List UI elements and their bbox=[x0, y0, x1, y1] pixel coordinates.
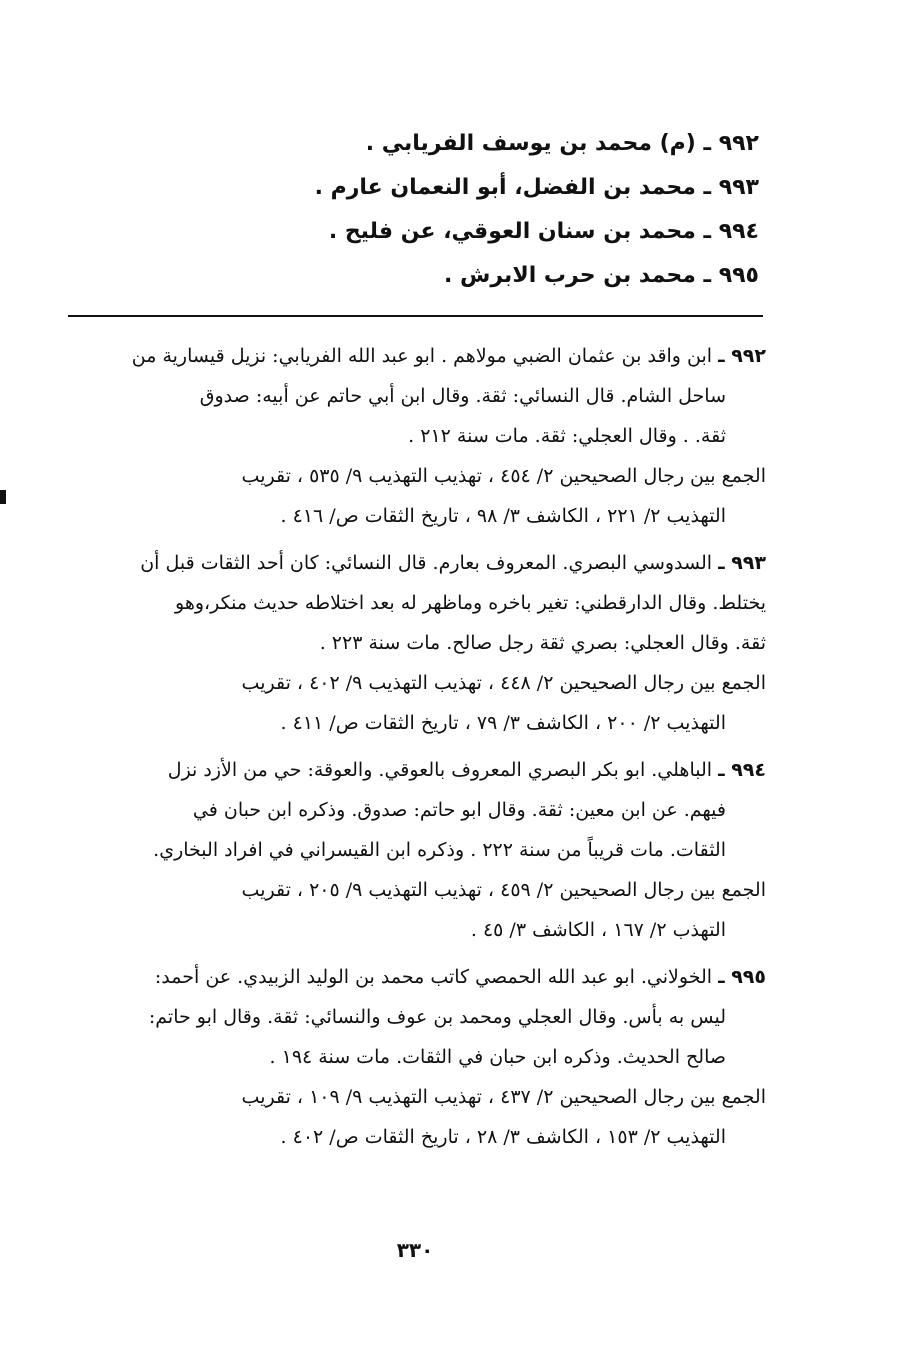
entries-list bbox=[199, 122, 759, 298]
footnote-number: ٩٩٣ ـ bbox=[718, 552, 766, 574]
footnote-text: الخولاني. ابو عبد الله الحمصي كاتب محمد بن الوليد الزبيدي. عن أحمد: bbox=[154, 966, 713, 988]
footnote-divider bbox=[68, 315, 763, 317]
footnote-reference-line: الجمع بين رجال الصحيحين ٢/ ٤٥٩ ، تهذيب التهذيب ٩/ ٢٠٥ ، تقريب bbox=[241, 879, 766, 901]
footnote-reference-line: التهذيب ٢/ ١٥٣ ، الكاشف ٣/ ٢٨ ، تاريخ الثقات ص/ ٤٠٢ . bbox=[280, 1126, 726, 1148]
margin-mark bbox=[0, 490, 6, 504]
footnote-text: الباهلي. ابو بكر البصري المعروف بالعوقي. والعوقة: حي من الأزد نزل bbox=[167, 759, 713, 781]
footnote-line: ثقة. . وقال العجلي: ثقة. مات سنة ٢١٢ . bbox=[408, 425, 726, 447]
footnote-line: يختلط. وقال الدارقطني: تغير باخره وماظهر له بعد اختلاطه حديث منكر،وهو bbox=[175, 592, 766, 614]
footnote-line: فيهم. عن ابن معين: ثقة. وقال ابو حاتم: صدوق. وذكره ابن حبان في bbox=[192, 799, 726, 821]
footnote-text: السدوسي البصري. المعروف بعارم. قال النسائي: كان أحد الثقات قبل أن bbox=[140, 552, 713, 574]
footnote-reference-line: التهذيب ٢/ ٢٠٠ ، الكاشف ٣/ ٧٩ ، تاريخ الثقات ص/ ٤١١ . bbox=[280, 712, 726, 734]
footnote bbox=[76, 336, 766, 536]
footnote bbox=[76, 750, 766, 950]
footnote bbox=[76, 543, 766, 743]
footnote-reference-line: الجمع بين رجال الصحيحين ٢/ ٤٤٨ ، تهذيب التهذيب ٩/ ٤٠٢ ، تقريب bbox=[241, 672, 766, 694]
footnote-reference-line: التهذب ٢/ ١٦٧ ، الكاشف ٣/ ٤٥ . bbox=[470, 919, 726, 941]
footnote-first-line bbox=[76, 957, 766, 997]
footnote-line: ثقة. وقال العجلي: بصري ثقة رجل صالح. مات سنة ٢٢٣ . bbox=[319, 632, 766, 654]
footnote-reference-line: التهذيب ٢/ ٢٢١ ، الكاشف ٣/ ٩٨ ، تاريخ الثقات ص/ ٤١٦ . bbox=[280, 505, 726, 527]
footnote-first-line bbox=[76, 543, 766, 583]
footnotes bbox=[76, 336, 766, 1164]
footnote-number: ٩٩٢ ـ bbox=[718, 345, 766, 367]
footnote-line: ليس به بأس. وقال العجلي ومحمد بن عوف والنسائي: ثقة. وقال ابو حاتم: bbox=[148, 1006, 726, 1028]
footnote-first-line bbox=[76, 750, 766, 790]
entry-heading: ٩٩٤ ـ محمد بن سنان العوقي، عن فليح . bbox=[328, 219, 759, 244]
entry-heading: ٩٩٢ ـ (م) محمد بن يوسف الفريابي . bbox=[365, 131, 759, 156]
footnote bbox=[76, 957, 766, 1157]
entry-heading: ٩٩٣ ـ محمد بن الفضل، أبو النعمان عارم . bbox=[314, 175, 759, 200]
footnote-reference-line: الجمع بين رجال الصحيحين ٢/ ٤٣٧ ، تهذيب التهذيب ٩/ ١٠٩ ، تقريب bbox=[241, 1086, 766, 1108]
footnote-text: ابن واقد بن عثمان الضبي مولاهم . ابو عبد الله الفريابي: نزيل قيسارية من bbox=[131, 345, 713, 367]
footnote-number: ٩٩٥ ـ bbox=[718, 966, 766, 988]
footnote-line: صالح الحديث. وذكره ابن حبان في الثقات. مات سنة ١٩٤ . bbox=[269, 1046, 726, 1068]
footnote-line: ساحل الشام. قال النسائي: ثقة. وقال ابن أبي حاتم عن أبيه: صدوق bbox=[199, 385, 726, 407]
footnote-first-line bbox=[76, 336, 766, 376]
page-number: ٣٣٠ bbox=[396, 1238, 434, 1262]
footnote-line: الثقات. مات قريباً من سنة ٢٢٢ . وذكره ابن القيسراني في افراد البخاري. bbox=[153, 839, 726, 861]
entry-heading: ٩٩٥ ـ محمد بن حرب الابرش . bbox=[444, 263, 759, 288]
footnote-reference-line: الجمع بين رجال الصحيحين ٢/ ٤٥٤ ، تهذيب التهذيب ٩/ ٥٣٥ ، تقريب bbox=[241, 465, 766, 487]
footnote-number: ٩٩٤ ـ bbox=[718, 759, 766, 781]
